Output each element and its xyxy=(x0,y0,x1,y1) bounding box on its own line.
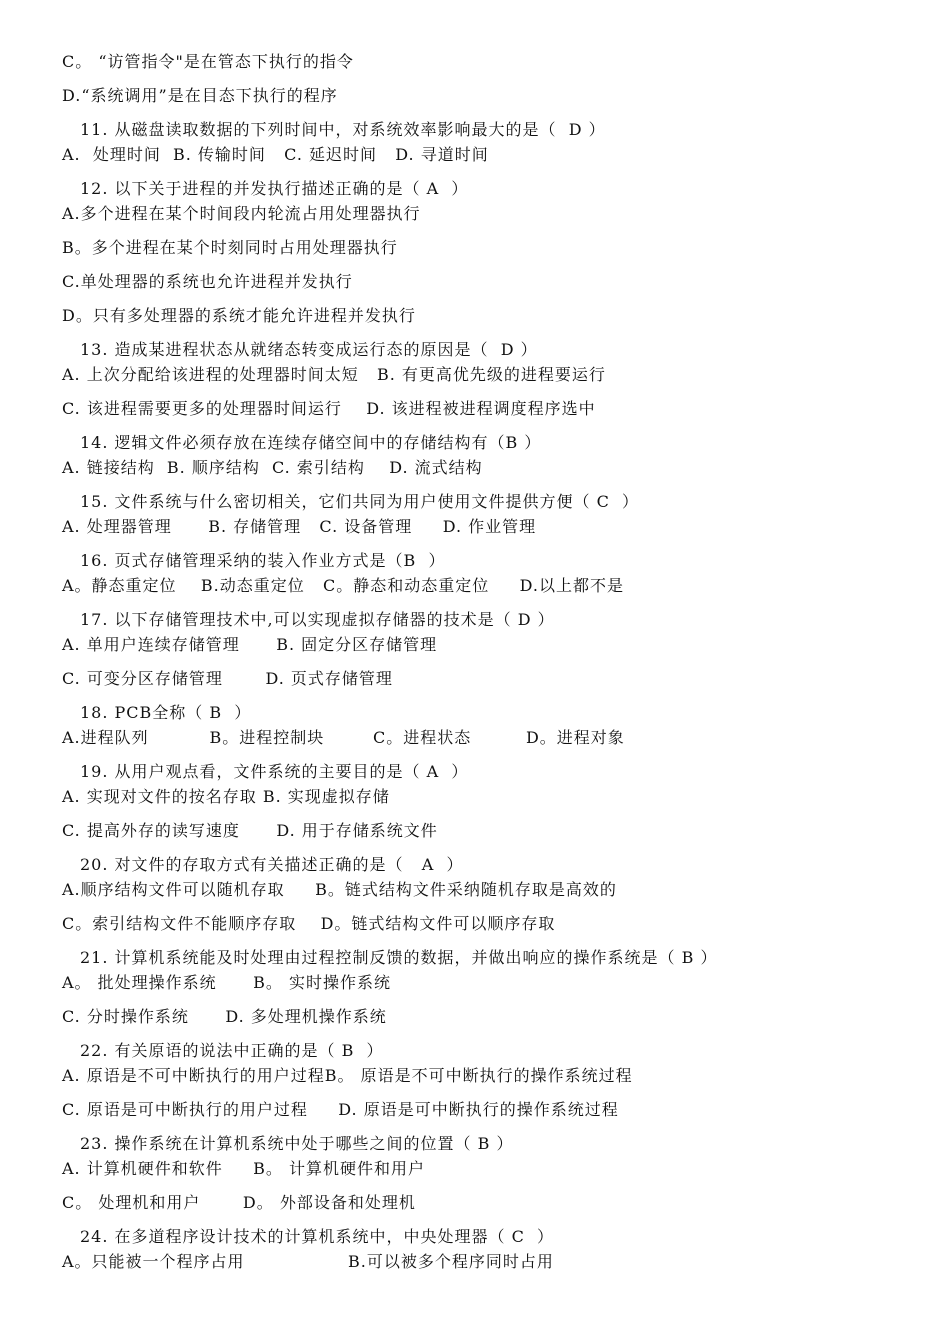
question-11: 11. 从磁盘读取数据的下列时间中，对系统效率影响最大的是（ D ） xyxy=(80,120,606,139)
question-23: 23. 操作系统在计算机系统中处于哪些之间的位置（ B ） xyxy=(80,1134,514,1153)
question-20: 20. 对文件的存取方式有关描述正确的是（ A ） xyxy=(80,855,464,874)
question-22: 22. 有关原语的说法中正确的是（ B ） xyxy=(80,1041,384,1060)
text-line: A。 批处理操作系统 B。 实时操作系统 xyxy=(62,973,392,992)
text-line: A. 单用户连续存储管理 B. 固定分区存储管理 xyxy=(62,635,438,654)
text-line: C. 原语是可中断执行的用户过程 D. 原语是可中断执行的操作系统过程 xyxy=(62,1100,619,1119)
question-19: 19. 从用户观点看，文件系统的主要目的是（ A ） xyxy=(80,762,469,781)
text-line: A. 实现对文件的按名存取 B. 实现虚拟存储 xyxy=(62,787,390,806)
text-line: A。只能被一个程序占用 B.可以被多个程序同时占用 xyxy=(62,1252,554,1271)
question-12: 12. 以下关于进程的并发执行描述正确的是（ A ） xyxy=(80,179,469,198)
question-15: 15. 文件系统与什么密切相关，它们共同为用户使用文件提供方便（ C ） xyxy=(80,492,640,511)
text-line: C. 该进程需要更多的处理器时间运行 D. 该进程被进程调度程序选中 xyxy=(62,399,596,418)
text-line: D.“系统调用”是在目态下执行的程序 xyxy=(62,86,338,105)
text-line: C. 可变分区存储管理 D. 页式存储管理 xyxy=(62,669,393,688)
text-line: D。只有多处理器的系统才能允许进程并发执行 xyxy=(62,306,416,325)
question-17: 17. 以下存储管理技术中,可以实现虚拟存储器的技术是（ D ） xyxy=(80,610,555,629)
question-16: 16. 页式存储管理采纳的装入作业方式是（B ） xyxy=(80,551,446,570)
text-line: A. 处理时间 B. 传输时间 C. 延迟时间 D. 寻道时间 xyxy=(62,145,489,164)
text-line: C. 提高外存的读写速度 D. 用于存储系统文件 xyxy=(62,821,438,840)
text-line: B。多个进程在某个时刻同时占用处理器执行 xyxy=(62,238,398,257)
question-21: 21. 计算机系统能及时处理由过程控制反馈的数据，并做出响应的操作系统是（ B ） xyxy=(80,948,718,967)
question-24: 24. 在多道程序设计技术的计算机系统中，中央处理器（ C ） xyxy=(80,1227,555,1246)
text-line: C。 “访管指令"是在管态下执行的指令 xyxy=(62,52,354,71)
text-line: A. 链接结构 B. 顺序结构 C. 索引结构 D. 流式结构 xyxy=(62,458,483,477)
text-line: A. 处理器管理 B. 存储管理 C. 设备管理 D. 作业管理 xyxy=(62,517,537,536)
text-line: A。静态重定位 B.动态重定位 C。静态和动态重定位 D.以上都不是 xyxy=(62,576,625,595)
question-13: 13. 造成某进程状态从就绪态转变成运行态的原因是（ D ） xyxy=(80,340,538,359)
text-line: A. 原语是不可中断执行的用户过程B。 原语是不可中断执行的操作系统过程 xyxy=(62,1066,633,1085)
text-line: C.单处理器的系统也允许进程并发执行 xyxy=(62,272,353,291)
text-line: C。 处理机和用户 D。 外部设备和处理机 xyxy=(62,1193,416,1212)
question-14: 14. 逻辑文件必须存放在连续存储空间中的存储结构有（B ） xyxy=(80,433,542,452)
question-18: 18. PCB全称（ B ） xyxy=(80,703,252,722)
text-line: A. 上次分配给该进程的处理器时间太短 B. 有更高优先级的进程要运行 xyxy=(62,365,606,384)
text-line: C. 分时操作系统 D. 多处理机操作系统 xyxy=(62,1007,387,1026)
text-line: A.多个进程在某个时间段内轮流占用处理器执行 xyxy=(62,204,421,223)
text-line: A. 计算机硬件和软件 B。 计算机硬件和用户 xyxy=(62,1159,426,1178)
text-line: A.进程队列 B。进程控制块 C。进程状态 D。进程对象 xyxy=(62,728,625,747)
text-line: C。索引结构文件不能顺序存取 D。链式结构文件可以顺序存取 xyxy=(62,914,556,933)
text-line: A.顺序结构文件可以随机存取 B。链式结构文件采纳随机存取是高效的 xyxy=(62,880,617,899)
